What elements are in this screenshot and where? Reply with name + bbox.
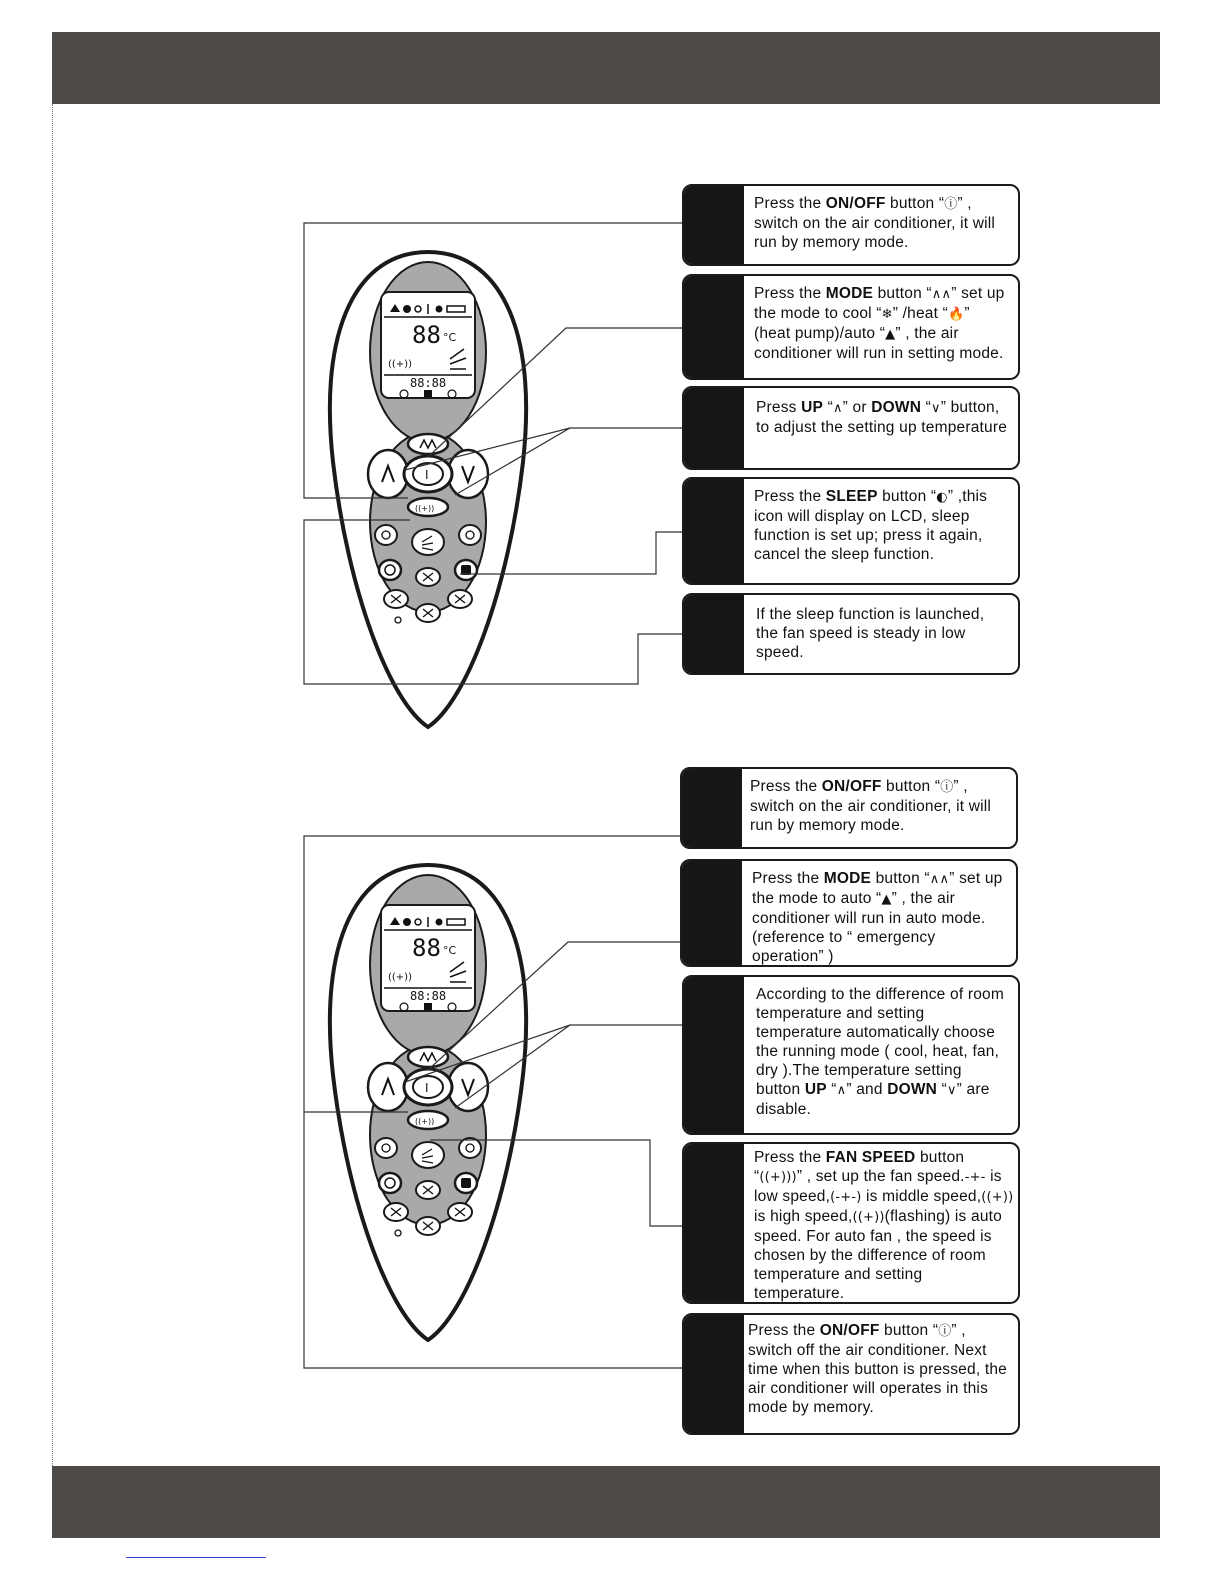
text-run: Press the	[748, 1322, 820, 1339]
step-text	[756, 398, 1010, 437]
step-tab	[682, 769, 742, 847]
step-text	[754, 487, 1010, 564]
cool-icon: ❄	[881, 307, 893, 322]
text-run: ” , the air conditioner will run in setting mode.	[754, 325, 1004, 362]
step-text	[752, 869, 1008, 966]
text-run: Press the	[754, 285, 826, 302]
text-run: If the sleep function is launched, the fan speed is steady in low speed.	[756, 606, 985, 661]
step-1-5	[682, 593, 1020, 675]
text-run: ” and	[846, 1081, 888, 1098]
step-2-5	[682, 1313, 1020, 1435]
text-run: ” or	[842, 399, 872, 416]
up-icon: ∧	[832, 401, 843, 416]
text-run: button “	[885, 195, 945, 212]
step-text	[756, 985, 1010, 1119]
button-name: ON/OFF	[825, 195, 886, 212]
button-name: SLEEP	[825, 488, 878, 505]
text-run: Press the	[754, 488, 826, 505]
text-run: button “	[754, 1149, 965, 1185]
fan-low-icon: -+-	[964, 1170, 986, 1185]
text-run: ” set up the mode to auto “	[752, 870, 1003, 907]
auto-icon: ▲	[885, 327, 896, 342]
step-tab	[684, 276, 744, 378]
text-run: ” , set up the fan speed.	[796, 1168, 965, 1185]
text-run: button “	[879, 1322, 939, 1339]
footer-link-underline[interactable]	[126, 1557, 266, 1558]
step-tab	[684, 388, 744, 468]
text-run: ” /heat “	[892, 305, 948, 322]
text-run: ” (heat pump)/auto “	[754, 305, 970, 342]
text-run: According to the difference of room temperature and setting temperature automatically choose the running mode ( cool, heat, fan, dry ).The temperature setting button	[756, 986, 1004, 1098]
step-1-1	[682, 184, 1020, 266]
text-run: button “	[871, 870, 930, 887]
step-tab	[682, 861, 742, 965]
text-run: Press the	[754, 1149, 826, 1166]
sleep-icon: ◐	[936, 490, 948, 505]
text-run: button “	[877, 488, 937, 505]
text-run: Press	[756, 399, 802, 416]
text-run: ” ,this icon will display on LCD, sleep function is set up; press it again, cancel the sleep function.	[754, 488, 988, 563]
mode-icon: ∧∧	[931, 287, 952, 302]
step-text	[756, 605, 1010, 662]
text-run: ” , the air conditioner will run in auto mode.(reference to “ emergency operation” )	[752, 890, 986, 965]
footer-band	[52, 1466, 1160, 1538]
text-run: “	[921, 399, 931, 416]
text-run: button “	[881, 778, 941, 795]
step-1-4	[682, 477, 1020, 585]
text-run: ” button, to adjust the setting up temperature	[756, 399, 1008, 436]
button-name: FAN SPEED	[825, 1149, 916, 1166]
fan-auto-icon: ((+))	[852, 1210, 885, 1225]
step-tab	[684, 595, 744, 673]
text-run: is high speed,	[754, 1208, 853, 1225]
step-2-4	[682, 1142, 1020, 1304]
button-name: UP	[801, 399, 824, 416]
button-name: MODE	[825, 285, 874, 302]
down-icon: ∨	[946, 1083, 957, 1098]
step-tab	[684, 1315, 744, 1433]
heat-icon: 🔥	[947, 307, 965, 322]
power-icon: ⓘ	[944, 197, 958, 212]
step-2-2	[680, 859, 1018, 967]
step-text	[748, 1321, 1010, 1417]
step-2-1	[680, 767, 1018, 849]
text-run: button “	[873, 285, 932, 302]
step-text	[754, 1148, 1014, 1303]
fan-high-icon: ((+))	[981, 1190, 1014, 1205]
text-run: “	[826, 1081, 837, 1098]
text-run: is low speed,	[754, 1168, 1002, 1205]
step-2-3	[682, 975, 1020, 1135]
fan-speed-icon: ((+)))	[759, 1170, 797, 1185]
text-run: ” , switch off the air conditioner. Next time when this button is pressed, the air conditioner will operates in this mode by memory.	[748, 1322, 1007, 1416]
step-text	[754, 194, 1010, 252]
step-tab	[684, 479, 744, 583]
step-tab	[684, 186, 744, 264]
text-run: (flashing) is auto speed. For auto fan , the speed is chosen by the difference of room temperature and setting temperature.	[754, 1208, 1002, 1302]
text-run: ” set up the mode to cool “	[754, 285, 1005, 322]
text-run: ” are disable.	[756, 1081, 990, 1118]
text-run: Press the	[750, 778, 822, 795]
text-run: ” , switch on the air conditioner, it will run by memory mode.	[754, 195, 996, 251]
text-run: “	[823, 399, 833, 416]
text-run: “	[937, 1081, 947, 1098]
mode-icon: ∧∧	[929, 872, 950, 887]
text-run: Press the	[754, 195, 826, 212]
up-icon: ∧	[836, 1083, 847, 1098]
button-name: DOWN	[871, 399, 922, 416]
step-1-3	[682, 386, 1020, 470]
text-run: ” , switch on the air conditioner, it will run by memory mode.	[750, 778, 992, 834]
text-run: Press the	[752, 870, 824, 887]
step-1-2	[682, 274, 1020, 380]
step-tab	[684, 977, 744, 1133]
fan-mid-icon: (-+-)	[830, 1190, 862, 1205]
button-name: ON/OFF	[819, 1322, 880, 1339]
button-name: DOWN	[887, 1081, 938, 1098]
text-run: is middle speed,	[861, 1188, 982, 1205]
auto-icon: ▲	[881, 892, 892, 907]
step-text	[750, 777, 1008, 835]
power-icon: ⓘ	[940, 780, 954, 795]
down-icon: ∨	[930, 401, 941, 416]
button-name: MODE	[823, 870, 872, 887]
step-tab	[684, 1144, 744, 1302]
step-text	[754, 284, 1010, 363]
button-name: UP	[804, 1081, 827, 1098]
power-icon: ⓘ	[938, 1324, 952, 1339]
button-name: ON/OFF	[821, 778, 882, 795]
